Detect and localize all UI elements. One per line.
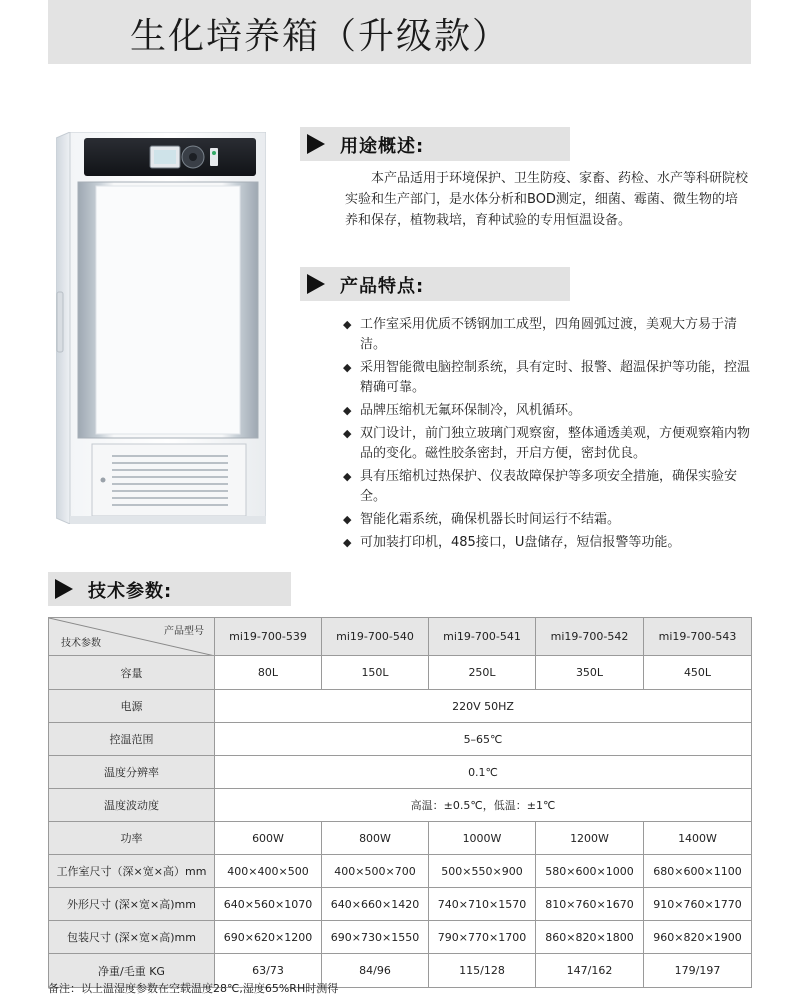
corner-param-label: 技术参数 [61,638,101,649]
table-cell: 580×600×1000 [536,855,644,888]
feature-text: 采用智能微电脑控制系统，具有定时、报警、超温保护等功能，控温精确可靠。 [360,360,751,395]
section-features-title: 产品特点: [340,276,425,297]
row-label: 温度分辨率 [49,756,215,789]
table-cell: 680×600×1100 [644,855,752,888]
table-cell: 147/162 [536,954,644,988]
table-cell-span: 5–65℃ [215,723,752,756]
table-cell: 860×820×1800 [536,921,644,954]
model-header: mi19-700-542 [536,618,644,656]
section-usage-header [300,127,570,161]
row-label: 功率 [49,822,215,855]
model-header: mi19-700-541 [429,618,536,656]
feature-text: 品牌压缩机无氟环保制冷，风机循环。 [360,403,582,418]
table-cell: 690×730×1550 [322,921,429,954]
table-row [49,921,752,954]
table-cell: 150L [322,656,429,690]
row-label: 外形尺寸 (深×宽×高)mm [49,888,215,921]
table-cell: 450L [644,656,752,690]
row-label: 容量 [49,656,215,690]
table-cell: 910×760×1770 [644,888,752,921]
table-row [49,756,752,789]
list-item [343,358,753,398]
footnote: 备注：以上温湿度参数在空载温度28℃,湿度65%RH时测得 [48,982,339,995]
row-label: 电源 [49,690,215,723]
list-item [343,424,753,464]
corner-header-cell [49,618,215,656]
table-row [49,822,752,855]
section-specs-title: 技术参数: [88,581,173,602]
table-cell: 1400W [644,822,752,855]
table-row [49,656,752,690]
diamond-bullet-icon: ◆ [343,536,352,549]
usage-description: 本产品适用于环境保护、卫生防疫、家畜、药检、水产等科研院校实验和生产部门，是水体分析和BOD测定，细菌、霉菌、微生物的培养和保存，植物栽培，育种试验的专用恒温设备。 [345,171,749,228]
diamond-bullet-icon: ◆ [343,427,352,440]
list-item [343,467,753,507]
table-cell: 400×400×500 [215,855,322,888]
table-header-row [49,618,752,656]
feature-text: 具有压缩机过热保护、仪表故障保护等多项安全措施，确保实验安全。 [360,469,738,504]
feature-text: 工作室采用优质不锈钢加工成型，四角圆弧过渡，美观大方易于清洁。 [360,317,738,352]
diamond-bullet-icon: ◆ [343,470,352,483]
list-item [343,510,753,530]
section-usage-title: 用途概述: [340,136,425,157]
incubator-image [56,132,266,524]
list-item [343,401,753,421]
diamond-bullet-icon: ◆ [343,361,352,374]
table-cell-span: 高温：±0.5℃，低温：±1℃ [215,789,752,822]
diamond-bullet-icon: ◆ [343,404,352,417]
table-row [49,855,752,888]
row-label: 净重/毛重 KG [49,954,215,988]
diamond-bullet-icon: ◆ [343,513,352,526]
table-cell: 640×660×1420 [322,888,429,921]
table-cell: 1000W [429,822,536,855]
diamond-bullet-icon: ◆ [343,318,352,331]
table-row [49,690,752,723]
table-cell: 740×710×1570 [429,888,536,921]
row-label: 温度波动度 [49,789,215,822]
table-cell-span: 220V 50HZ [215,690,752,723]
table-cell: 350L [536,656,644,690]
table-cell: 1200W [536,822,644,855]
page-title: 生化培养箱（升级款） [130,16,511,57]
feature-list [343,315,753,556]
feature-text: 双门设计，前门独立玻璃门观察窗，整体通透美观，方便观察箱内物品的变化。磁性胶条密封，开启方便，密封优良。 [360,426,751,461]
table-cell: 600W [215,822,322,855]
table-cell: 690×620×1200 [215,921,322,954]
spec-table [48,617,752,988]
table-row [49,888,752,921]
model-header: mi19-700-540 [322,618,429,656]
model-header: mi19-700-543 [644,618,752,656]
row-label: 包装尺寸 (深×宽×高)mm [49,921,215,954]
table-cell: 84/96 [322,954,429,988]
arrow-right-icon [307,274,325,294]
feature-text: 智能化霜系统，确保机器长时间运行不结霜。 [360,512,621,527]
table-cell: 810×760×1670 [536,888,644,921]
table-cell: 800W [322,822,429,855]
table-cell: 500×550×900 [429,855,536,888]
arrow-right-icon [55,579,73,599]
table-row [49,723,752,756]
row-label: 工作室尺寸（深×宽×高）mm [49,855,215,888]
list-item [343,533,753,553]
table-cell: 400×500×700 [322,855,429,888]
table-cell: 960×820×1900 [644,921,752,954]
model-header: mi19-700-539 [215,618,322,656]
table-cell: 115/128 [429,954,536,988]
table-cell: 63/73 [215,954,322,988]
table-cell: 640×560×1070 [215,888,322,921]
list-item [343,315,753,355]
feature-text: 可加装打印机，485接口，U盘储存，短信报警等功能。 [360,535,681,550]
table-cell-span: 0.1℃ [215,756,752,789]
table-cell: 80L [215,656,322,690]
table-row [49,789,752,822]
table-cell: 250L [429,656,536,690]
table-cell: 790×770×1700 [429,921,536,954]
row-label: 控温范围 [49,723,215,756]
corner-model-label: 产品型号 [164,626,204,637]
title-banner [48,0,751,64]
section-specs-header [48,572,291,606]
table-cell: 179/197 [644,954,752,988]
arrow-right-icon [307,134,325,154]
section-features-header [300,267,570,301]
